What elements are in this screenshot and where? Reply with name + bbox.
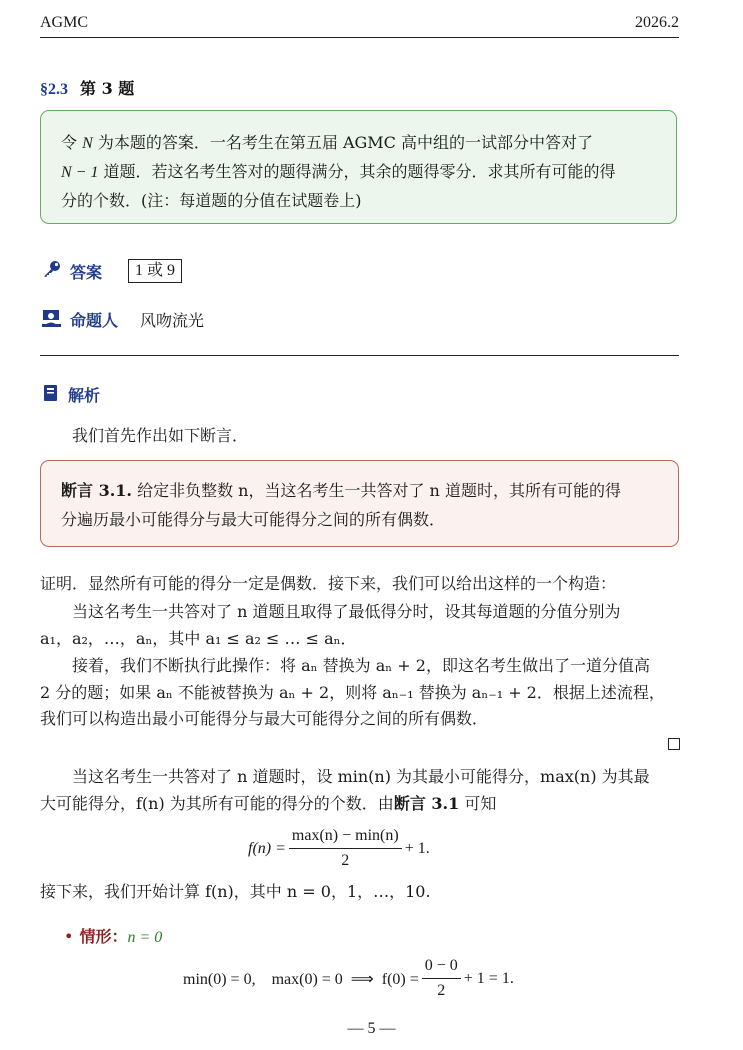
book-icon [42,384,60,406]
answer-value: 1 或 9 [128,259,182,283]
author-label: 命题人 [70,311,119,330]
header-left: AGMC [40,14,89,31]
author-row [42,308,204,331]
proof-line-4: 接着，我们不断执行此操作：将 aₙ 替换为 aₙ + 2，即这名考生做出了一道分值高 [72,656,650,675]
case-item [64,923,162,952]
proof-line-6: 我们可以构造出最小可能得分与最大可能得分之间的所有偶数． [40,709,489,728]
analysis-label: 解析 [68,386,101,405]
claim-box [40,460,679,547]
equation-case-0: min(0) = 0, max(0) = 0 ⟹ f(0) = $\frac{0 - 0}{2}$ + 1 = 1. [183,957,514,999]
case-value: n = 0 [127,929,163,946]
claim-line-1: 断言 3.1. 给定非负整数 n，当这名考生一共答对了 n 道题时，其所有可能的得 [61,481,621,500]
next-computation: 接下来，我们开始计算 f(n)，其中 n = 0，1，…，10. [40,882,431,901]
analysis-heading [42,383,100,406]
page-number: — 5 — [347,1020,396,1037]
header-right: 2026.2 [635,14,679,31]
key-icon [42,260,62,282]
author-value: 风吻流光 [140,311,205,330]
case-label: 情形： [79,927,128,946]
proof-line-1: 证明．显然所有可能的得分一定是偶数．接下来，我们可以给出这样的一个构造： [40,574,617,593]
problem-box [40,110,677,224]
answer-label: 答案 [70,262,103,282]
problem-line-2: N − 1 道题．若这名考生答对的题得满分，其余的题得零分．求其所有可能的得 [61,162,616,181]
header-rule [40,37,679,38]
proof-line-2: 当这名考生一共答对了 n 道题且取得了最低得分时，设其每道题的分值分别为 [72,602,621,621]
teacher-icon [42,309,62,331]
equation-f-n: f(n) = $\frac{\max(n) - \min(n)}{2}$ + 1. [248,827,430,869]
claim-title: 断言 3.1. [61,481,132,500]
proof-line-3: a₁，a₂，…，aₙ，其中 a₁ ≤ a₂ ≤ … ≤ aₙ． [40,629,357,648]
problem-line-3: 分的个数．(注：每道题的分值在试题卷上) [61,191,362,210]
section-heading [40,76,134,99]
claim-reference: 断言 3.1 [393,794,460,813]
para2-line-2: 大可能得分，f(n) 为其所有可能的得分的个数．由断言 3.1 可知 [40,794,497,813]
section-number: §2.3 [40,81,68,98]
section-divider [40,355,679,356]
answer-row [42,259,182,283]
bullet: • [64,927,74,946]
para2-line-1: 当这名考生一共答对了 n 道题时，设 min(n) 为其最小可能得分，max(n) 为其最 [72,767,650,786]
claim-line-2: 分遍历最小可能得分与最大可能得分之间的所有偶数． [61,510,446,529]
section-title: 第 3 题 [80,79,135,98]
problem-line-1: 令 N 为本题的答案．一名考生在第五届 AGMC 高中组的一试部分中答对了 [61,133,593,152]
qed-symbol [668,738,680,750]
proof-line-5: 2 分的题；如果 aₙ 不能被替换为 aₙ + 2，则将 aₙ₋₁ 替换为 aₙ₋₁ + 2．根据上述流程， [40,683,665,702]
analysis-intro: 我们首先作出如下断言． [72,426,249,445]
